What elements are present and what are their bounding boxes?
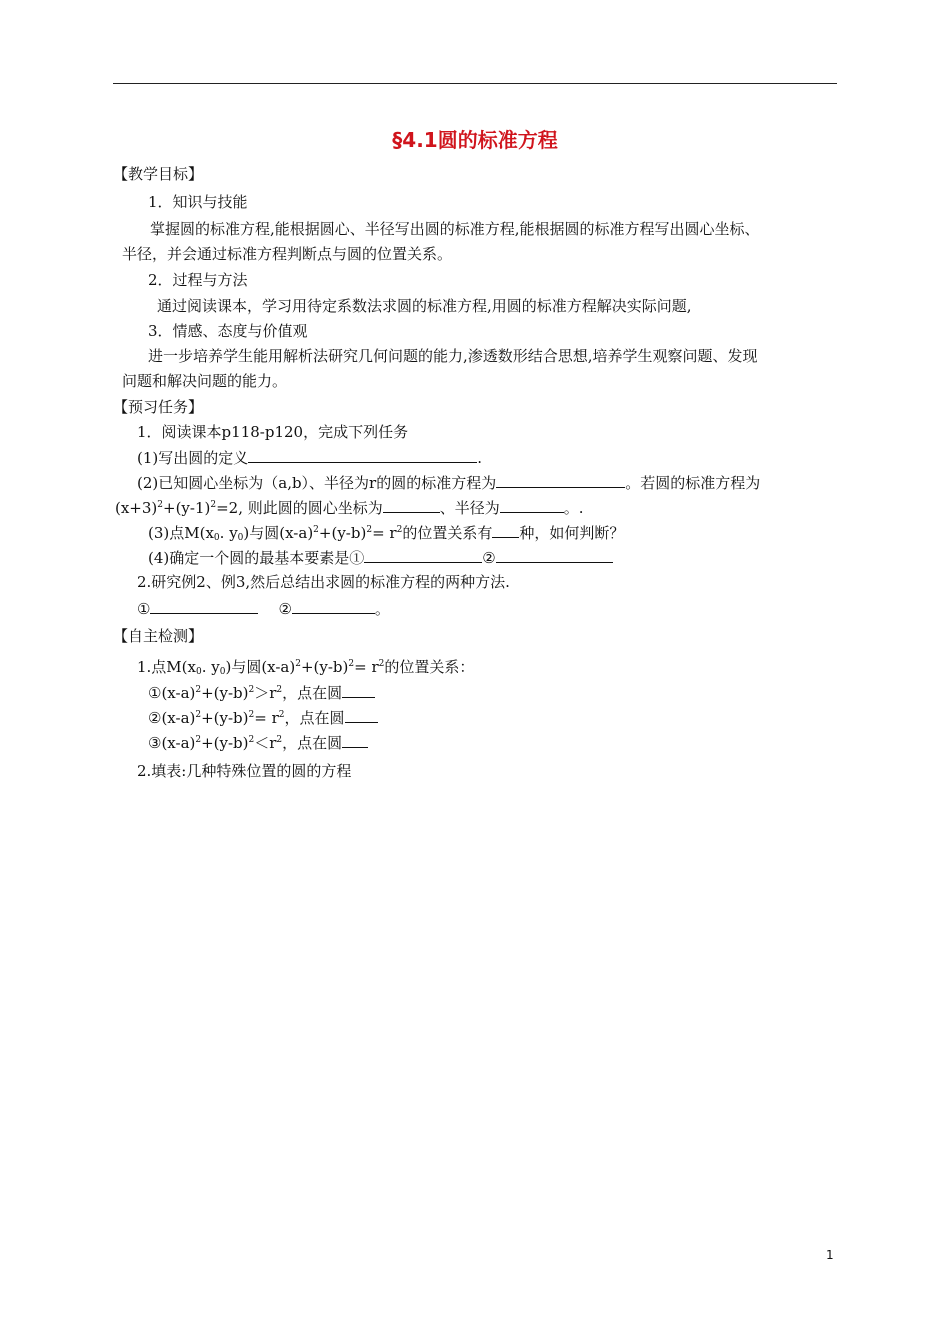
relation-text: ②(x-a) [148,709,196,727]
superscript: 2 [248,685,255,695]
check-1-text: +(y-b) [300,658,349,676]
superscript: 2 [157,500,164,510]
question-2-cont [115,497,584,518]
answer-blank[interactable] [492,522,519,538]
section-heading-selfcheck: 【自主检测】 [113,627,204,645]
relation-2 [148,707,378,728]
answer-blank[interactable] [364,547,482,563]
check-1-text: )与圆(x-a) [225,658,296,676]
question-3-text: 的位置关系有 [402,524,493,542]
header-rule [113,83,837,84]
answer-blank[interactable] [150,598,258,614]
superscript: 2 [378,659,385,669]
goal-2-title: 2．过程与方法 [148,271,248,289]
question-4-text: ② [482,549,496,567]
question-3-text: (3)点M(x [148,524,214,542]
relation-text: ，点在圆 [282,684,343,702]
superscript: 2 [276,685,283,695]
relation-text: ＞r [254,684,277,702]
superscript: 2 [366,525,373,535]
section-heading-goals: 【教学目标】 [113,165,204,183]
goal-3-text-cont: 问题和解决问题的能力。 [122,372,288,390]
relation-text: ，点在圆 [282,734,343,752]
question-1-text: (1)写出圆的定义 [137,449,249,467]
relation-text: ，点在圆 [284,709,345,727]
question-3-text: +(y-b) [318,524,367,542]
relation-text: ①(x-a) [148,684,196,702]
check-1-text: 的位置关系： [384,658,475,676]
relation-1 [148,682,375,703]
answer-blank[interactable] [500,497,564,513]
equation-part: =2, 则此圆的圆心坐标为 [216,499,383,517]
section-heading-preview: 【预习任务】 [113,398,204,416]
answer-blank[interactable] [248,447,477,463]
equation-part: (x+3) [115,499,158,517]
page-title: §4.1圆的标准方程 [392,128,558,152]
subscript: 0 [237,533,244,543]
check-1-text: = r [354,658,379,676]
relation-text: ③(x-a) [148,734,196,752]
goal-3-title: 3．情感、态度与价值观 [148,322,308,340]
answer-blank[interactable] [342,732,368,748]
answer-blank[interactable] [496,472,625,488]
equation-part: +(y-1) [163,499,211,517]
relation-3 [148,732,368,753]
method-answers [137,598,390,619]
method-1-label: ① [137,600,151,618]
preview-task-2: 2.研究例2、例3,然后总结出求圆的标准方程的两种方法. [137,573,510,591]
preview-task-1: 1．阅读课本p118-p120，完成下列任务 [137,423,409,441]
subscript: 0 [219,667,226,677]
superscript: 2 [396,525,403,535]
question-3-text: )与圆(x-a) [243,524,314,542]
superscript: 2 [278,710,285,720]
question-3 [148,522,624,543]
goal-1-title: 1．知识与技能 [148,193,248,211]
question-2 [137,472,760,493]
question-1-end: . [477,449,483,467]
question-2-text: (2)已知圆心坐标为（a,b）、半径为r的圆的标准方程为 [137,474,497,492]
answer-blank[interactable] [496,547,613,563]
relation-text: +(y-b) [201,709,249,727]
relation-text: +(y-b) [201,684,249,702]
question-3-text: . y [219,524,238,542]
superscript: 2 [195,735,202,745]
equation-part: 、半径为 [439,499,500,517]
superscript: 2 [195,710,202,720]
relation-text: = r [254,709,279,727]
goal-1-text: 掌握圆的标准方程,能根据圆心、半径写出圆的标准方程,能根据圆的标准方程写出圆心坐标、 [150,220,760,238]
answer-blank[interactable] [342,682,375,698]
method-2-label: ② [278,600,292,618]
superscript: 2 [313,525,319,535]
superscript: 2 [348,659,355,669]
answer-blank[interactable] [345,707,378,723]
superscript: 2 [248,710,255,720]
goal-3-text: 进一步培养学生能用解析法研究几何问题的能力,渗透数形结合思想,培养学生观察问题、发现 [148,347,758,365]
relation-text: +(y-b) [201,734,249,752]
answer-blank[interactable] [292,598,375,614]
question-3-text: = r [372,524,397,542]
check-1-text: . y [201,658,220,676]
superscript: 2 [248,735,255,745]
check-2: 2.填表:几种特殊位置的圆的方程 [137,762,352,780]
superscript: 2 [195,685,202,695]
question-2-text-b: 。若圆的标准方程为 [625,474,761,492]
check-1 [137,657,474,677]
question-4 [148,547,613,568]
superscript: 2 [210,500,217,510]
question-4-text: (4)确定一个圆的最基本要素是① [148,549,365,567]
relation-text: ＜r [254,734,277,752]
question-1 [137,447,482,468]
subscript: 0 [213,533,220,543]
superscript: 2 [276,735,283,745]
page-number: 1 [826,1248,834,1262]
equation-part: 。. [563,499,584,517]
answer-blank[interactable] [383,497,440,513]
goal-1-text-cont: 半径，并会通过标准方程判断点与圆的位置关系。 [122,245,453,263]
question-3-text: 种，如何判断？ [519,524,625,542]
goal-2-text: 通过阅读课本，学习用待定系数法求圆的标准方程,用圆的标准方程解决实际问题, [157,297,692,315]
superscript: 2 [295,659,301,669]
check-1-text: 1.点M(x [137,658,196,676]
method-end: 。 [374,600,390,618]
subscript: 0 [195,667,202,677]
